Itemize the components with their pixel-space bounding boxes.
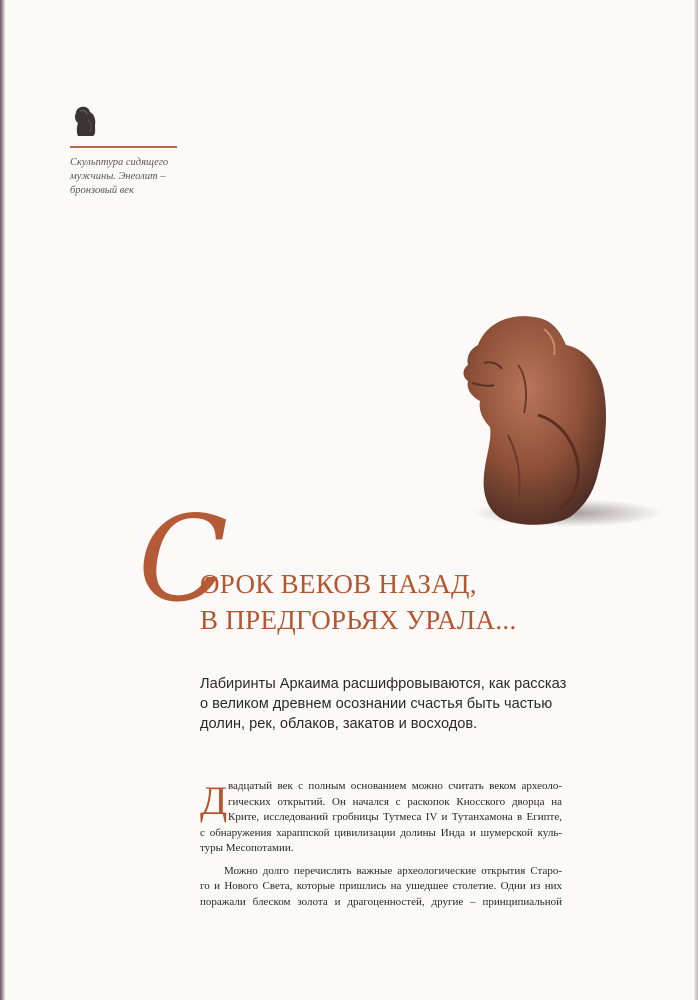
paragraph-line: Можно долго перечислять важные археологические открытия Старо- [224,864,562,877]
headline [200,566,517,638]
caption-line: Скульптура сидящего [70,157,169,168]
lead-paragraph [200,674,567,734]
page-edge-right [694,0,698,1000]
lead-line: Лабиринты Аркаима расшифровываются, как рассказ [200,676,567,692]
sculpture-thumbnail [72,106,98,138]
paragraph-line: Крите, исследований гробницы Тутмеса IV и Тутанхамона в Египте, [228,811,562,823]
paragraph-1 [200,779,562,857]
page-edge-left [0,0,5,1000]
lead-line: о великом древнем осознании счастья быть частью [200,696,553,712]
paragraph-2 [200,864,562,911]
paragraph-line: гических открытий. Он начался с раскопок Кносского дворца на [228,795,562,808]
headline-line-2: В ПРЕДГОРЬЯХ УРАЛА... [200,605,517,635]
body-drop-cap: Д [200,778,228,823]
paragraph-line: с обнаружения хараппской цивилизации долины Инда и шумерской куль- [200,826,562,839]
headline-line-1: ОРОК ВЕКОВ НАЗАД, [200,569,477,599]
headline-drop-cap: С [138,490,229,628]
caption-rule [70,146,177,148]
caption-line: мужчины. Энеолит – [70,171,166,182]
paragraph-line: поражали блеском золота и драгоценностей, другие – принципиальной [200,895,562,908]
paragraph-line: туры Месопотамии. [200,842,294,854]
caption-line: бронзовый век [70,185,134,196]
body-text [200,779,562,910]
paragraph-line: го и Нового Света, которые пришлись на ушедшее столетие. Одни из них [200,880,562,892]
lead-line: долин, рек, облаков, закатов и восходов. [200,716,478,732]
figure-caption [70,156,190,198]
sculpture-image [448,305,668,545]
paragraph-line: вадцатый век с полным основанием можно считать веком археоло- [228,780,562,792]
